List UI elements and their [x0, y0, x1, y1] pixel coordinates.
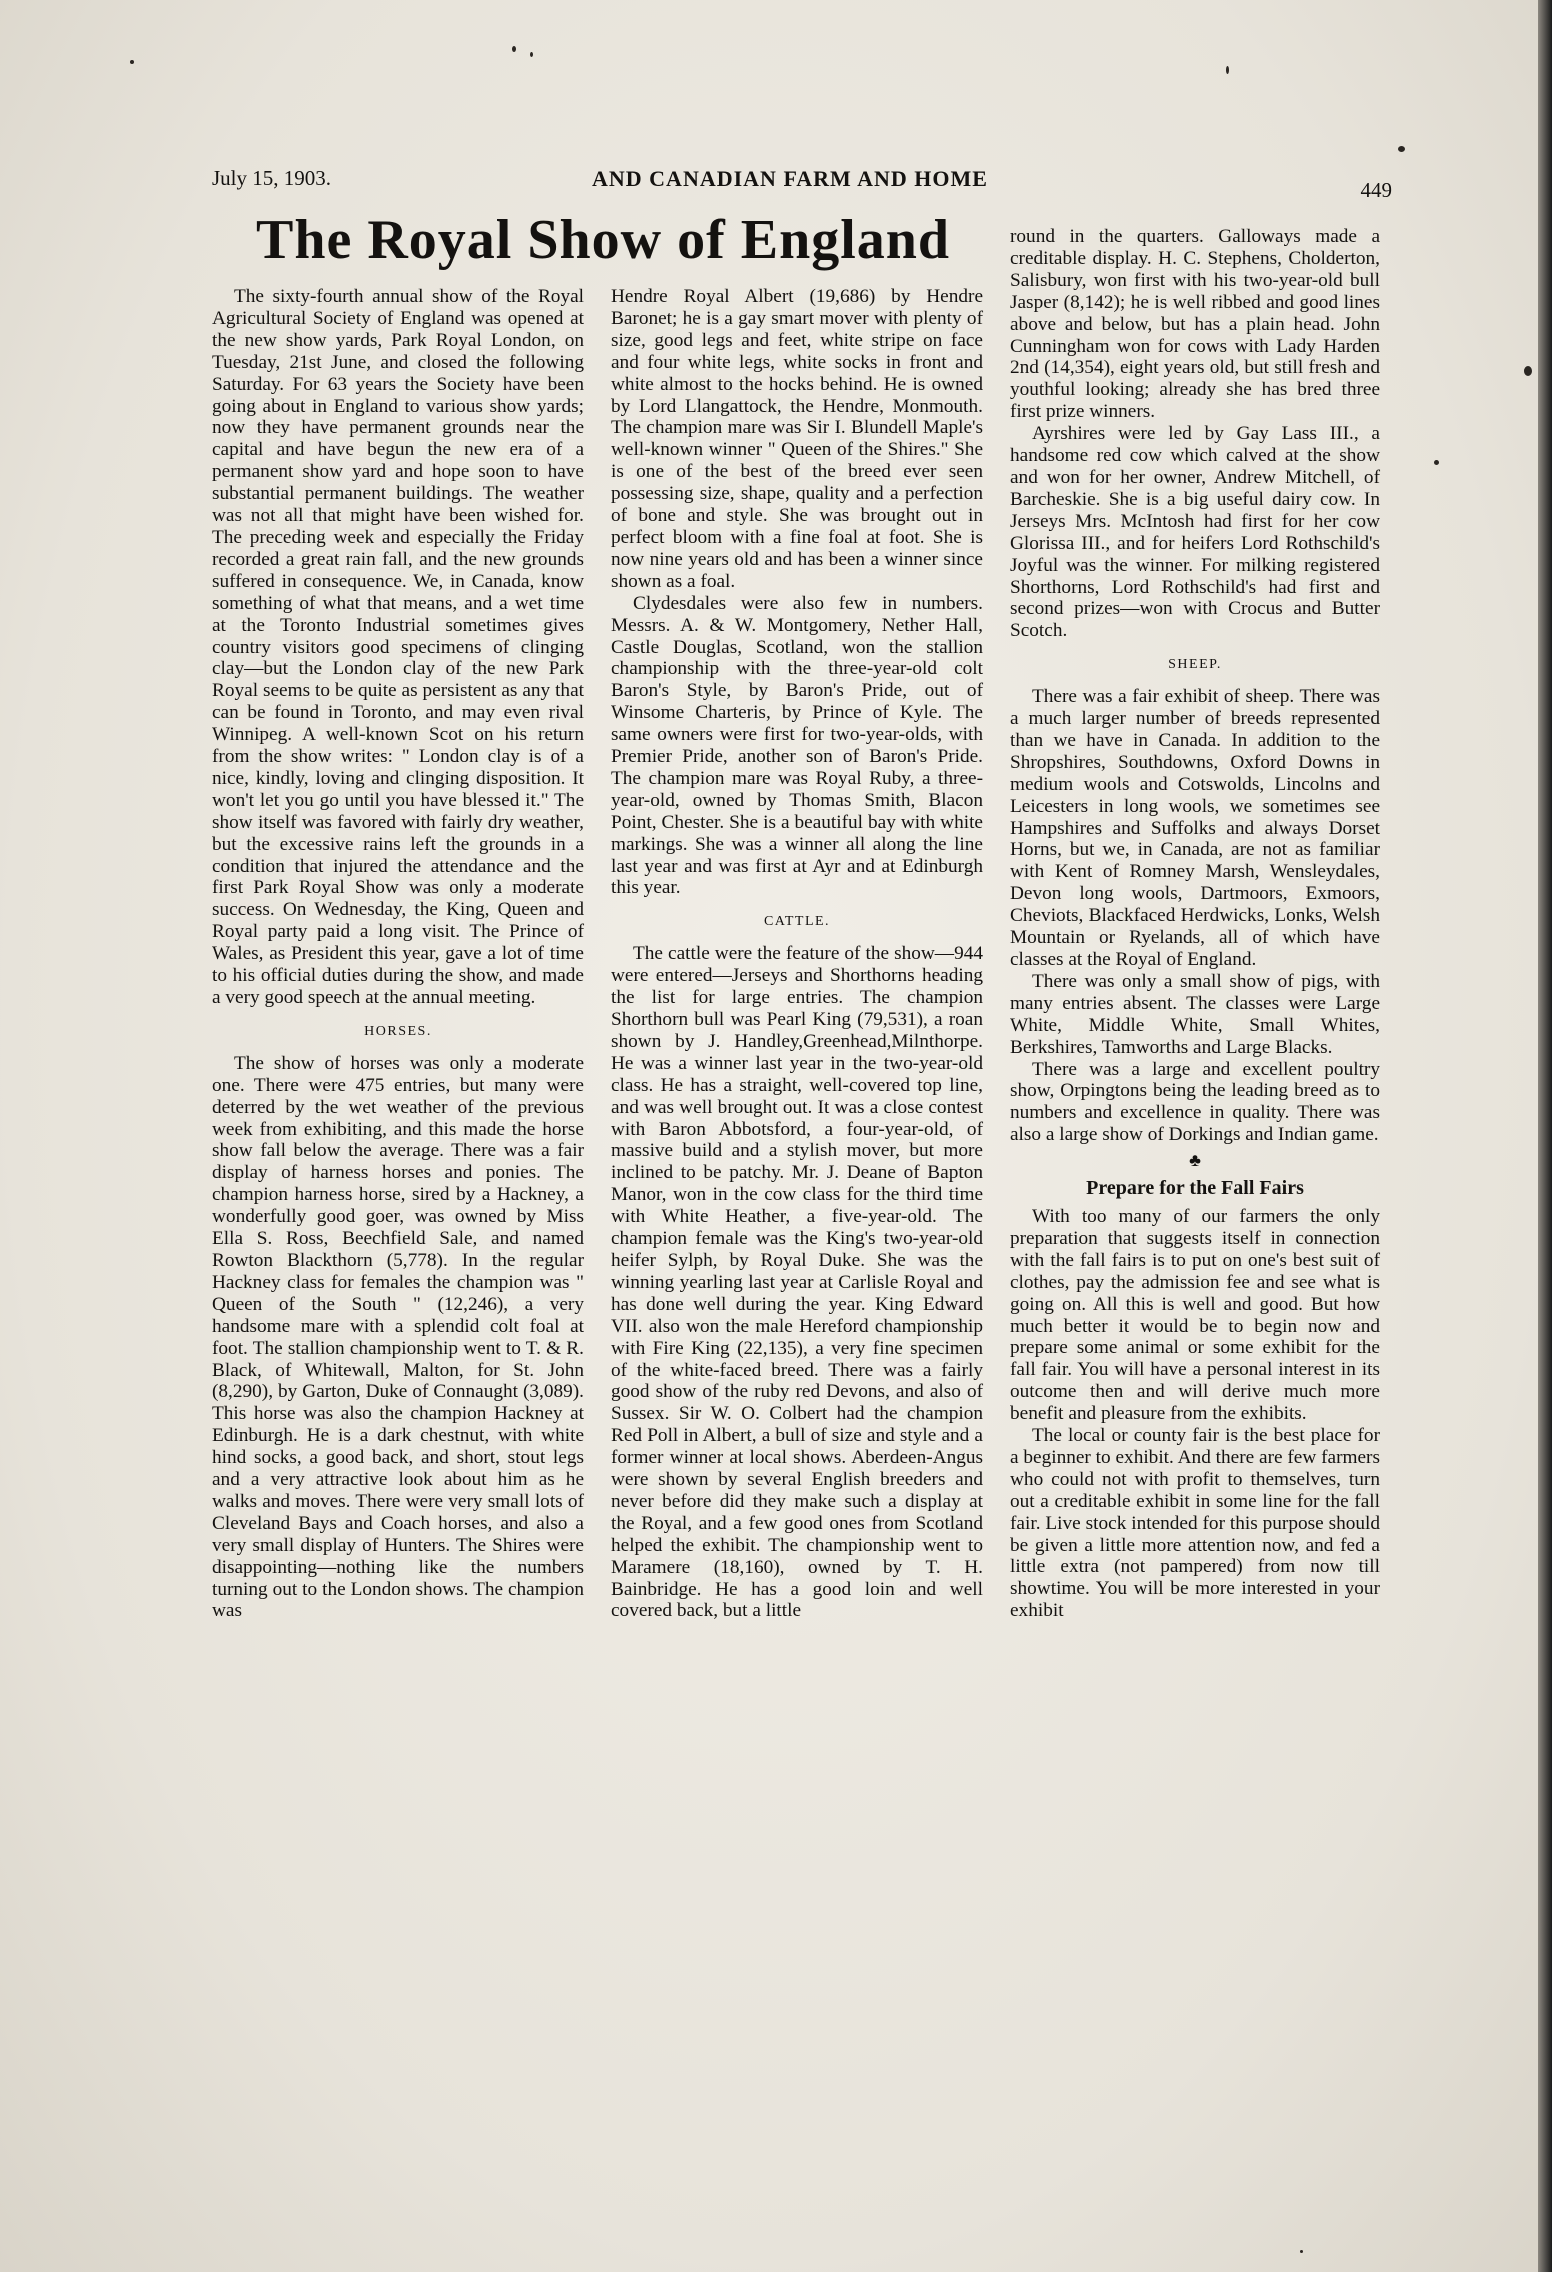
issue-date: July 15, 1903. [212, 166, 332, 190]
section-heading-cattle: CATTLE. [763, 914, 831, 930]
scan-speck [530, 52, 533, 57]
paragraph: Clydesdales were also few in numbers. Messrs. A. & W. Montgomery, Nether Hall, Castle Douglas, Scotland, won the stallion championship with the three-year-old colt Baron's Style, by Baron's Pride, out of Winsome Charteris, by Prince of Kyle. The same owners were first for two-year-olds, with Premier Pride, another son of Baron's Pride. The champion mare was Royal Ruby, a three-year-old, owned by Thomas Smith, Blacon Point, Chester. She is a beautiful bay with white markings. She was a winner all along the line last year and was first at Ayr and at Edinburgh this year. [611, 592, 983, 899]
paragraph: Hendre Royal Albert (19,686) by Hendre Baronet; he is a gay smart mover with plenty of size, good legs and feet, white stripe on face and four white legs, white socks in front and white almost to the hocks behind. He is owned by Lord Llangattock, the Hendre, Monmouth. The champion mare was Sir I. Blundell Maple's well-known winner " Queen of the Shires." She is one of the best of the breed ever seen possessing size, shape, quality and a perfection of bone and style. She was brought out in perfect bloom with a fine foal at foot. She is now nine years old and has been a winner since shown as a foal. [611, 286, 983, 592]
paragraph: The local or county fair is the best place for a beginner to exhibit. And there are few farmers who could not with profit to themselves, turn out a creditable exhibit in some line for the fall fair. Live stock intended for this purpose should be given a little more attention now, and fed a little extra (not pampered) from now till showtime. You will be more interested in your exhibit [1010, 1425, 1380, 1622]
journal-title: AND CANADIAN FARM AND HOME [592, 166, 988, 191]
paragraph: There was only a small show of pigs, with many entries absent. The classes were Large White, Middle White, Small Whites, Berkshires, Tamworths and Large Blacks. [1010, 970, 1380, 1058]
section-heading-fall-fairs: Prepare for the Fall Fairs [1086, 1177, 1304, 1200]
paragraph: There was a fair exhibit of sheep. There was a much larger number of breeds represented than we have in Canada. In addition to the Shropshires, Southdowns, Oxford Downs in medium wools and Cotswolds, Lincolns and Leicesters in long wools, we sometimes see Hampshires and Suffolks and always Dorset Horns, but we, in Canada, are not as familiar with Kent of Romney Marsh, Wensleydales, Devon long wools, Dartmoors, Exmoors, Cheviots, Blackfaced Herdwicks, Lonks, Welsh Mountain or Ryelands, all of which have classes at the Royal of England. [1010, 686, 1380, 970]
scan-speck [1434, 460, 1439, 465]
column-2 [611, 286, 983, 1622]
paragraph: The sixty-fourth annual show of the Royal Agricultural Society of England was opened at the new show yards, Park Royal London, on Tuesday, 21st June, and closed the following Saturday. For 63 years the Society have been going about in England to various show yards; now they have permanent grounds near the capital and have begun the new era of a permanent show yard and hope soon to have substantial permanent buildings. The weather was not all that might have been wished for. The preceding week and especially the Friday recorded a great rain fall, and the new grounds suffered in consequence. We, in Canada, know something of what that means, and a wet time at the Toronto Industrial sometimes gives country visitors good specimens of clinging clay—but the London clay of the new Park Royal seems to be quite as persistent as any that can be found in Toronto, and may even rival Winnipeg. A well-known Scot on his return from the show writes: " London clay is of a nice, kindly, loving and clinging disposition. It won't let you go until you have blessed it." The show itself was favored with fairly dry weather, but the excessive rains left the grounds in a condition that injured the attendance and the first Park Royal Show was only a moderate success. On Wednesday, the King, Queen and Royal party paid a long visit. The Prince of Wales, as President this year, gave a lot of time to his official duties during the show, and made a very good speech at the annual meeting. [212, 286, 584, 1008]
paragraph: With too many of our farmers the only preparation that suggests itself in connection with the fall fairs is to put on one's best suit of clothes, pay the admission fee and see what is going on. All this is well and good. But how much better it would be to begin now and prepare some animal or some exhibit for the fall fair. You will have a personal interest in its outcome then and will derive much more benefit and pleasure from the exhibits. [1010, 1205, 1380, 1425]
section-heading-sheep: SHEEP. [1168, 657, 1222, 673]
scan-speck [1398, 146, 1405, 152]
paragraph: The show of horses was only a moderate one. There were 475 entries, but many were deterred by the wet weather of the previous week from exhibiting, and this made the horse show fall below the average. There was a fair display of harness horses and ponies. The champion harness horse, sired by a Hackney, a wonderfully good goer, was owned by Miss Ella S. Ross, Beechfield Sale, and named Rowton Blackthorn (5,778). In the regular Hackney class for females the champion was " Queen of the South " (12,246), a very handsome mare with a splendid colt foal at foot. The stallion championship went to T. & R. Black, of Whitewall, Malton, for St. John (8,290), by Garton, Duke of Connaught (3,089). This horse was also the champion Hackney at Edinburgh. He is a dark chestnut, with white hind socks, a good back, and short, stout legs and a very attractive look about him as he walks and moves. There were very small lots of Cleveland Bays and Coach horses, and also a very small display of Hunters. The Shires were disappointing—nothing like the numbers turning out to the London shows. The champion was [212, 1052, 584, 1622]
scan-edge-shadow [1538, 0, 1552, 2272]
scan-speck [1300, 2250, 1303, 2253]
column-1 [212, 286, 584, 1622]
scan-speck [1524, 366, 1532, 376]
article-title: The Royal Show of England [256, 209, 951, 271]
paragraph: round in the quarters. Galloways made a creditable display. H. C. Stephens, Cholderton, Salisbury, won first with his two-year-old bull Jasper (8,142); he is well ribbed and good lines above and below, but has a plain head. John Cunningham won for cows with Lady Harden 2nd (14,354), eight years old, but still fresh and youthful looking; already she has bred three first prize winners. [1010, 226, 1380, 423]
paragraph: The cattle were the feature of the show—944 were entered—Jerseys and Shorthorns heading the list for large entries. The champion Shorthorn bull was Pearl King (79,531), a roan shown by J. Handley,Greenhead,Milnthorpe. He was a winner last year in the two-year-old class. He has a straight, well-covered top line, and was well brought out. It was a close contest with Baron Abbotsford, a four-year-old, of massive build and a stylish mover, but more inclined to be patchy. Mr. J. Deane of Bapton Manor, won in the cow class for the third time with White Heather, a five-year-old. The champion female was the King's two-year-old heifer Sylph, by Royal Duke. She was the winning yearling last year at Carlisle Royal and has done well during the year. King Edward VII. also won the male Hereford championship with Fire King (22,135), a very fine specimen of the white-faced breed. There was a fairly good show of the ruby red Devons, and also of Sussex. Sir W. O. Colbert had the champion Red Poll in Albert, a bull of size and style and a former winner at local shows. Aberdeen-Angus were shown by several English breeders and never before did they make such a display at the Royal, and a few good ones from Scotland helped the exhibit. The championship went to Maramere (18,160), owned by T. H. Bainbridge. He has a good loin and well covered back, but a little [611, 943, 983, 1622]
paragraph: Ayrshires were led by Gay Lass III., a handsome red cow which calved at the show and won for her owner, Andrew Mitchell, of Barcheskie. She is a big useful dairy cow. In Jerseys Mrs. McIntosh had first for her cow Glorissa III., and for heifers Lord Rothschild's Joyful was the winner. For milking registered Shorthorns, Lord Rothschild's had first and second prizes—won with Crocus and Butter Scotch. [1010, 423, 1380, 642]
page-number: 449 [1360, 178, 1392, 202]
scan-speck [512, 46, 516, 52]
paragraph: There was a large and excellent poultry show, Orpingtons being the leading breed as to numbers and excellence in quality. There was also a large show of Dorkings and Indian game. [1010, 1058, 1380, 1146]
section-heading-horses: HORSES. [364, 1023, 432, 1039]
running-header [212, 166, 1392, 202]
scan-speck [130, 60, 134, 64]
column-3 [1010, 226, 1380, 1622]
scan-speck [1226, 66, 1229, 74]
fleuron-ornament-icon: ♣ [1189, 1150, 1201, 1171]
